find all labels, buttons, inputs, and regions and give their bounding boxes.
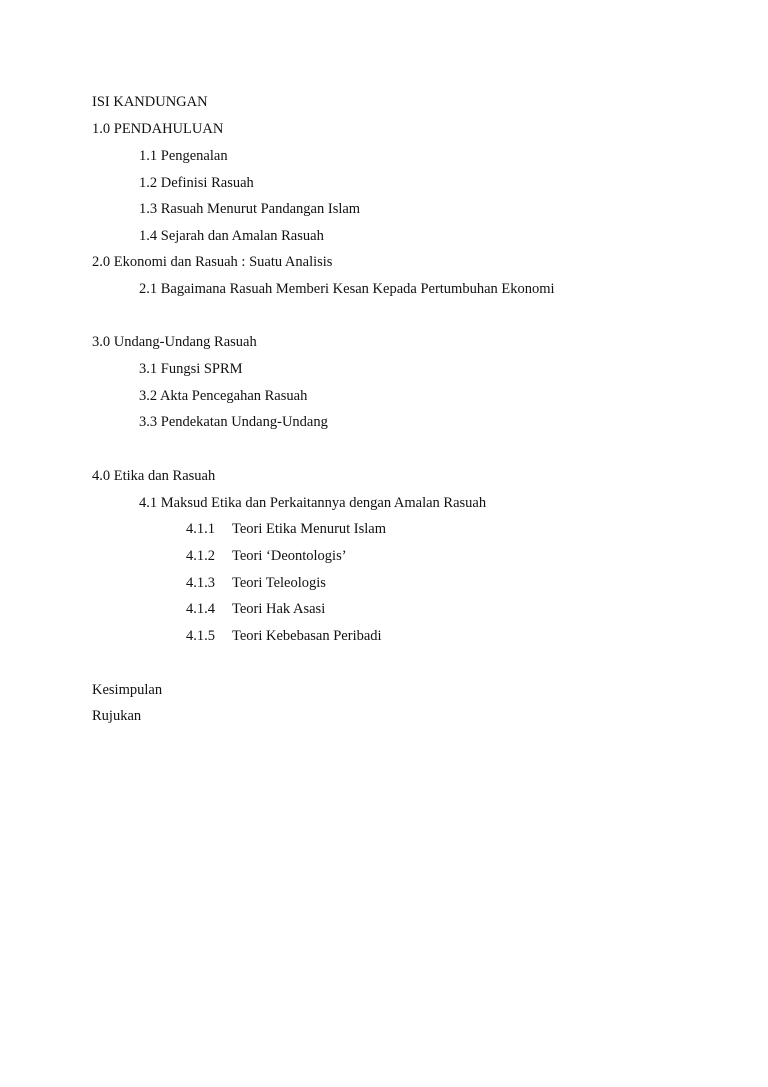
toc-subsection-1-1: 1.1 Pengenalan xyxy=(139,148,228,164)
toc-section-1: 1.0 PENDAHULUAN xyxy=(92,121,224,137)
toc-item-4-1-3 xyxy=(186,574,326,592)
toc-subsection-3-3: 3.3 Pendekatan Undang-Undang xyxy=(139,414,328,430)
toc-section-3: 3.0 Undang-Undang Rasuah xyxy=(92,334,257,350)
toc-section-2: 2.0 Ekonomi dan Rasuah : Suatu Analisis xyxy=(92,254,333,270)
toc-subsection-1-3: 1.3 Rasuah Menurut Pandangan Islam xyxy=(139,201,361,217)
toc-item-number: 4.1.4 xyxy=(186,601,215,617)
toc-item-label: Teori Kebebasan Peribadi xyxy=(232,628,382,644)
toc-conclusion: Kesimpulan xyxy=(92,682,163,698)
toc-item-label: Teori ‘Deontologis’ xyxy=(232,548,347,564)
toc-section-4: 4.0 Etika dan Rasuah xyxy=(92,468,216,484)
toc-item-label: Teori Hak Asasi xyxy=(232,601,326,617)
toc-item-number: 4.1.2 xyxy=(186,548,215,564)
toc-item-4-1-2 xyxy=(186,547,347,565)
toc-subsection-1-4: 1.4 Sejarah dan Amalan Rasuah xyxy=(139,228,324,244)
toc-subsection-4-1: 4.1 Maksud Etika dan Perkaitannya dengan Amalan Rasuah xyxy=(139,495,487,511)
toc-item-label: Teori Etika Menurut Islam xyxy=(232,521,387,537)
toc-references: Rujukan xyxy=(92,708,142,724)
toc-item-4-1-4 xyxy=(186,600,325,618)
toc-subsection-1-2: 1.2 Definisi Rasuah xyxy=(139,175,254,191)
toc-title: ISI KANDUNGAN xyxy=(92,94,208,110)
toc-subsection-3-2: 3.2 Akta Pencegahan Rasuah xyxy=(139,388,308,404)
toc-item-number: 4.1.3 xyxy=(186,575,215,591)
toc-item-4-1-5 xyxy=(186,627,382,645)
toc-item-number: 4.1.5 xyxy=(186,628,215,644)
toc-item-4-1-1 xyxy=(186,520,386,538)
toc-subsection-2-1: 2.1 Bagaimana Rasuah Memberi Kesan Kepada Pertumbuhan Ekonomi xyxy=(139,281,555,297)
toc-subsection-3-1: 3.1 Fungsi SPRM xyxy=(139,361,243,377)
toc-item-number: 4.1.1 xyxy=(186,521,215,537)
toc-item-label: Teori Teleologis xyxy=(232,575,326,591)
